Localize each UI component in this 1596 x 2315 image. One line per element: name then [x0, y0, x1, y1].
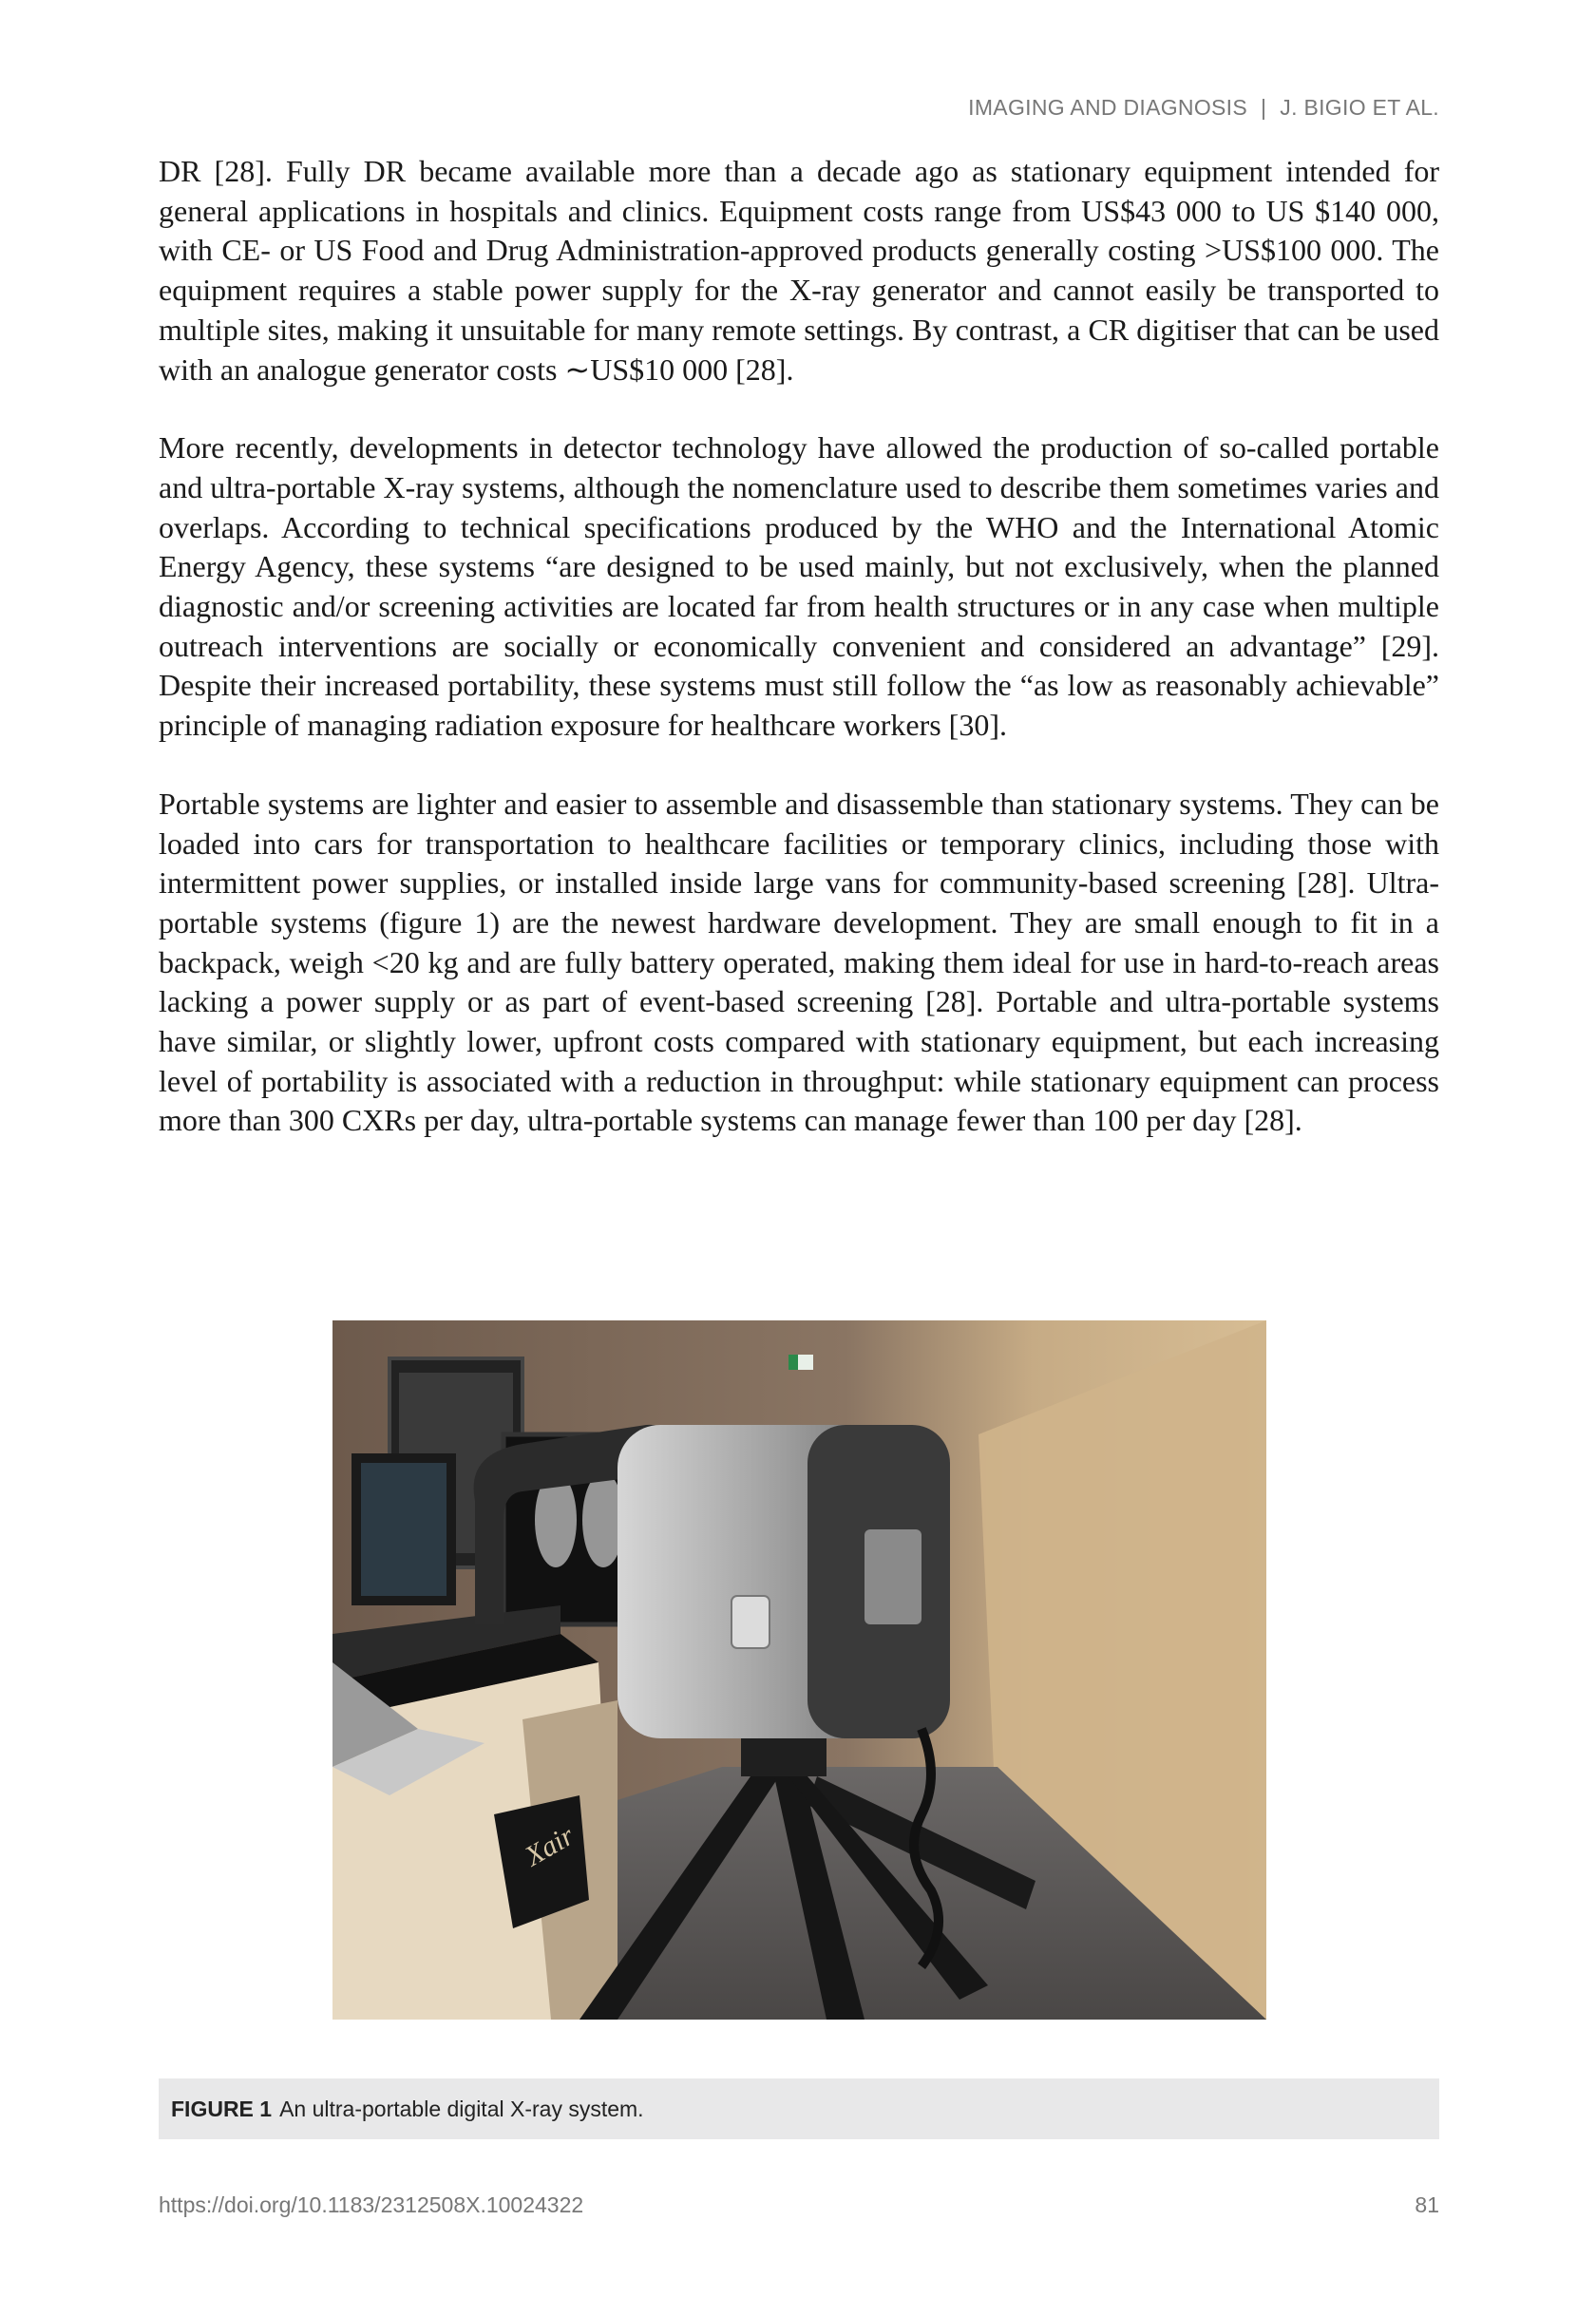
paragraph-dr-costs: DR [28]. Fully DR became available more than a decade ago as stationary equipment intended for general applications in hospitals and clinics. Equipment costs range from US$43 000 to US $140 000, with CE- or US Food and Drug Administration-approved products generally costing >US$100 000. The equipment requires a stable power supply for the X-ray generator and cannot easily be transported to multiple sites, making it unsuitable for many remote settings. By contrast, a CR digitiser that can be used with an analogue generator costs ∼US$10 000 [28]. — [159, 154, 1439, 387]
booth-logo-text: Xair — [520, 1819, 580, 1873]
figure-label: FIGURE 1 — [171, 2096, 273, 2121]
figure-caption — [159, 2078, 1439, 2139]
figure-photo — [332, 1320, 1266, 2020]
footer-doi-link[interactable]: https://doi.org/10.1183/2312508X.10024322 — [159, 2192, 584, 2217]
running-head-separator: | — [1261, 95, 1267, 120]
body-text — [159, 152, 1439, 1180]
paragraph-ultra-portable: Portable systems are lighter and easier to assemble and disassemble than stationary systems. They can be loaded into cars for transportation to healthcare facilities or temporary clinics, including those with intermittent power supplies, or installed inside large vans for community-based screening [28]. Ultra-portable systems (figure 1) are the newest hardware development. They are small enough to fit in a backpack, weigh <20 kg and are fully battery operated, making them ideal for use in hard-to-reach areas lacking a power supply or as part of event-based screening [28]. Portable and ultra-portable systems have similar, or slightly lower, upfront costs compared with stationary equipment, but each increasing level of portability is associated with a reduction in throughput: while stationary equipment can process more than 300 CXRs per day, ultra-portable systems can manage fewer than 100 per day [28]. — [159, 786, 1439, 1138]
figure-caption-text: An ultra-portable digital X-ray system. — [279, 2096, 644, 2121]
running-head-authors: J. BIGIO ET AL. — [1280, 95, 1439, 120]
running-head — [968, 95, 1439, 121]
running-head-section: IMAGING AND DIAGNOSIS — [968, 95, 1248, 120]
page-number: 81 — [1415, 2192, 1439, 2217]
paragraph-portable-systems: More recently, developments in detector technology have allowed the production of so-called portable and ultra-portable X-ray systems, although the nomenclature used to describe them sometimes varies and overlaps. According to technical specifications produced by the WHO and the International Atomic Energy Agency, these systems “are designed to be used mainly, but not exclusively, when the planned diagnostic and/or screening activities are located far from health structures or in any case when multiple outreach interventions are socially or economically convenient and considered an advantage” [29]. Despite their increased portability, these systems must still follow the “as low as reasonably achievable” principle of managing radiation exposure for healthcare workers [30]. — [159, 430, 1439, 743]
